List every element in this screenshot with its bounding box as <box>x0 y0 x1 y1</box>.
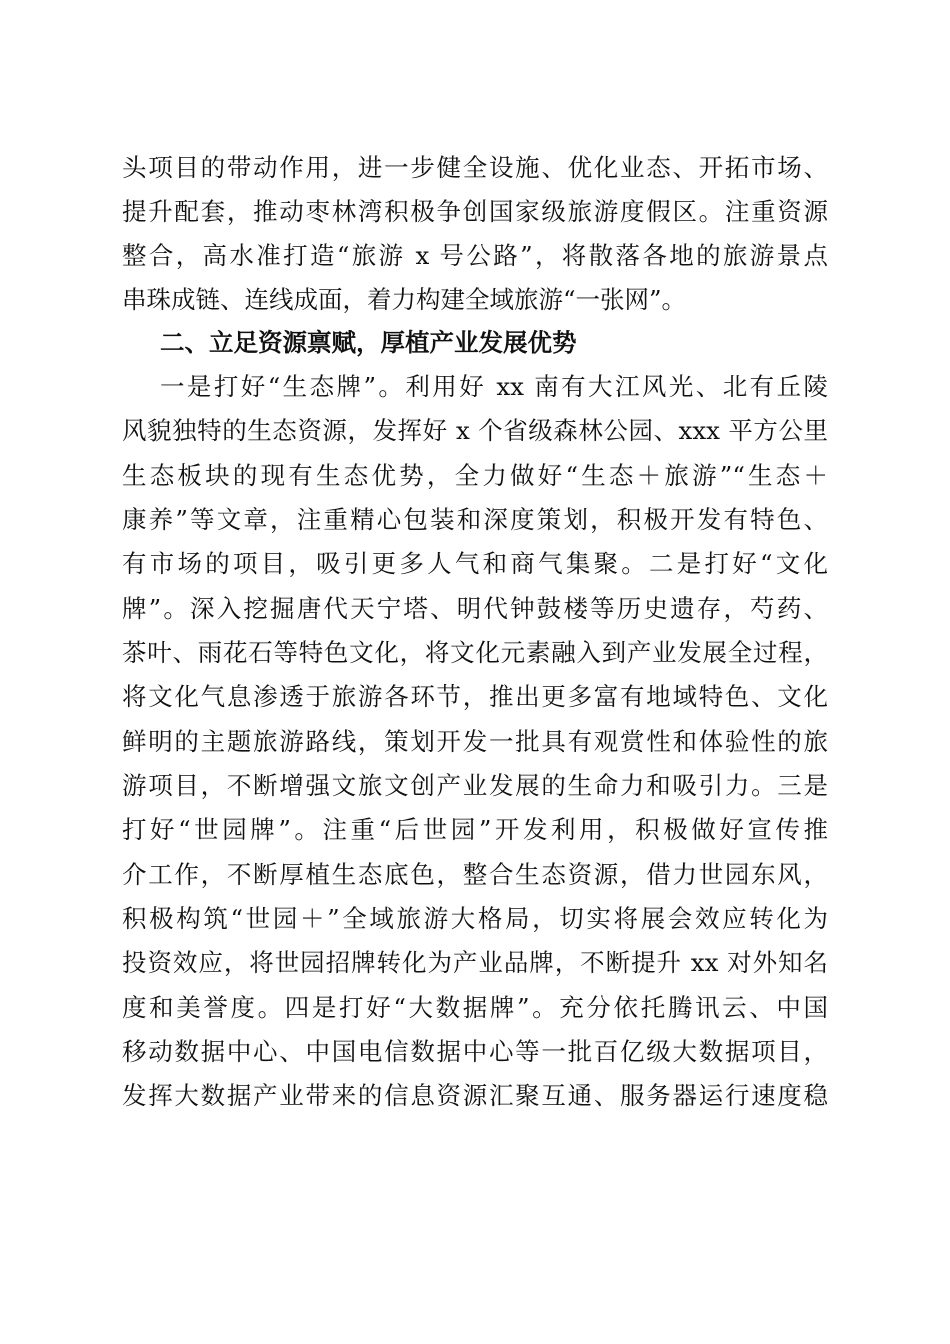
section-heading: 二、立足资源禀赋，厚植产业发展优势 <box>160 328 577 357</box>
body-line-12: 介工作，不断厚植生态底色，整合生态资源，借力世园东风， <box>122 860 828 889</box>
body-line-13: 积极构筑“世园＋”全域旅游大格局，切实将展会效应转化为 <box>122 904 828 933</box>
body-line-14: 投资效应，将世园招牌转化为产业品牌，不断提升 xx 对外知名 <box>122 948 828 977</box>
intro-line-2: 提升配套，推动枣林湾积极争创国家级旅游度假区。注重资源 <box>122 197 828 226</box>
body-line-8: 将文化气息渗透于旅游各环节，推出更多富有地域特色、文化 <box>122 682 828 711</box>
body-line-1: 一是打好“生态牌”。利用好 xx 南有大江风光、北有丘陵 <box>160 372 828 401</box>
body-line-4: 康养”等文章，注重精心包装和深度策划，积极开发有特色、 <box>122 505 828 534</box>
body-line-11: 打好“世园牌”。注重“后世园”开发利用，积极做好宣传推 <box>122 815 828 844</box>
intro-line-3: 整合，高水准打造“旅游 x 号公路”，将散落各地的旅游景点 <box>122 241 828 270</box>
body-line-17: 发挥大数据产业带来的信息资源汇聚互通、服务器运行速度稳 <box>122 1081 828 1110</box>
body-line-2: 风貌独特的生态资源，发挥好 x 个省级森林公园、xxx 平方公里 <box>122 416 828 445</box>
intro-line-4: 串珠成链、连线成面，着力构建全域旅游“一张网”。 <box>122 285 687 314</box>
body-line-7: 茶叶、雨花石等特色文化，将文化元素融入到产业发展全过程， <box>122 638 828 667</box>
body-line-3: 生态板块的现有生态优势，全力做好“生态＋旅游”“生态＋ <box>122 461 828 490</box>
body-line-10: 游项目，不断增强文旅文创产业发展的生命力和吸引力。三是 <box>122 771 828 800</box>
body-line-9: 鲜明的主题旅游路线，策划开发一批具有观赏性和体验性的旅 <box>122 727 828 756</box>
body-line-15: 度和美誉度。四是打好“大数据牌”。充分依托腾讯云、中国 <box>122 993 828 1022</box>
body-line-16: 移动数据中心、中国电信数据中心等一批百亿级大数据项目， <box>122 1037 828 1066</box>
body-line-6: 牌”。深入挖掘唐代天宁塔、明代钟鼓楼等历史遗存，芍药、 <box>122 594 828 623</box>
intro-line-1: 头项目的带动作用，进一步健全设施、优化业态、开拓市场、 <box>122 153 828 182</box>
body-line-5: 有市场的项目，吸引更多人气和商气集聚。二是打好“文化 <box>122 549 828 578</box>
